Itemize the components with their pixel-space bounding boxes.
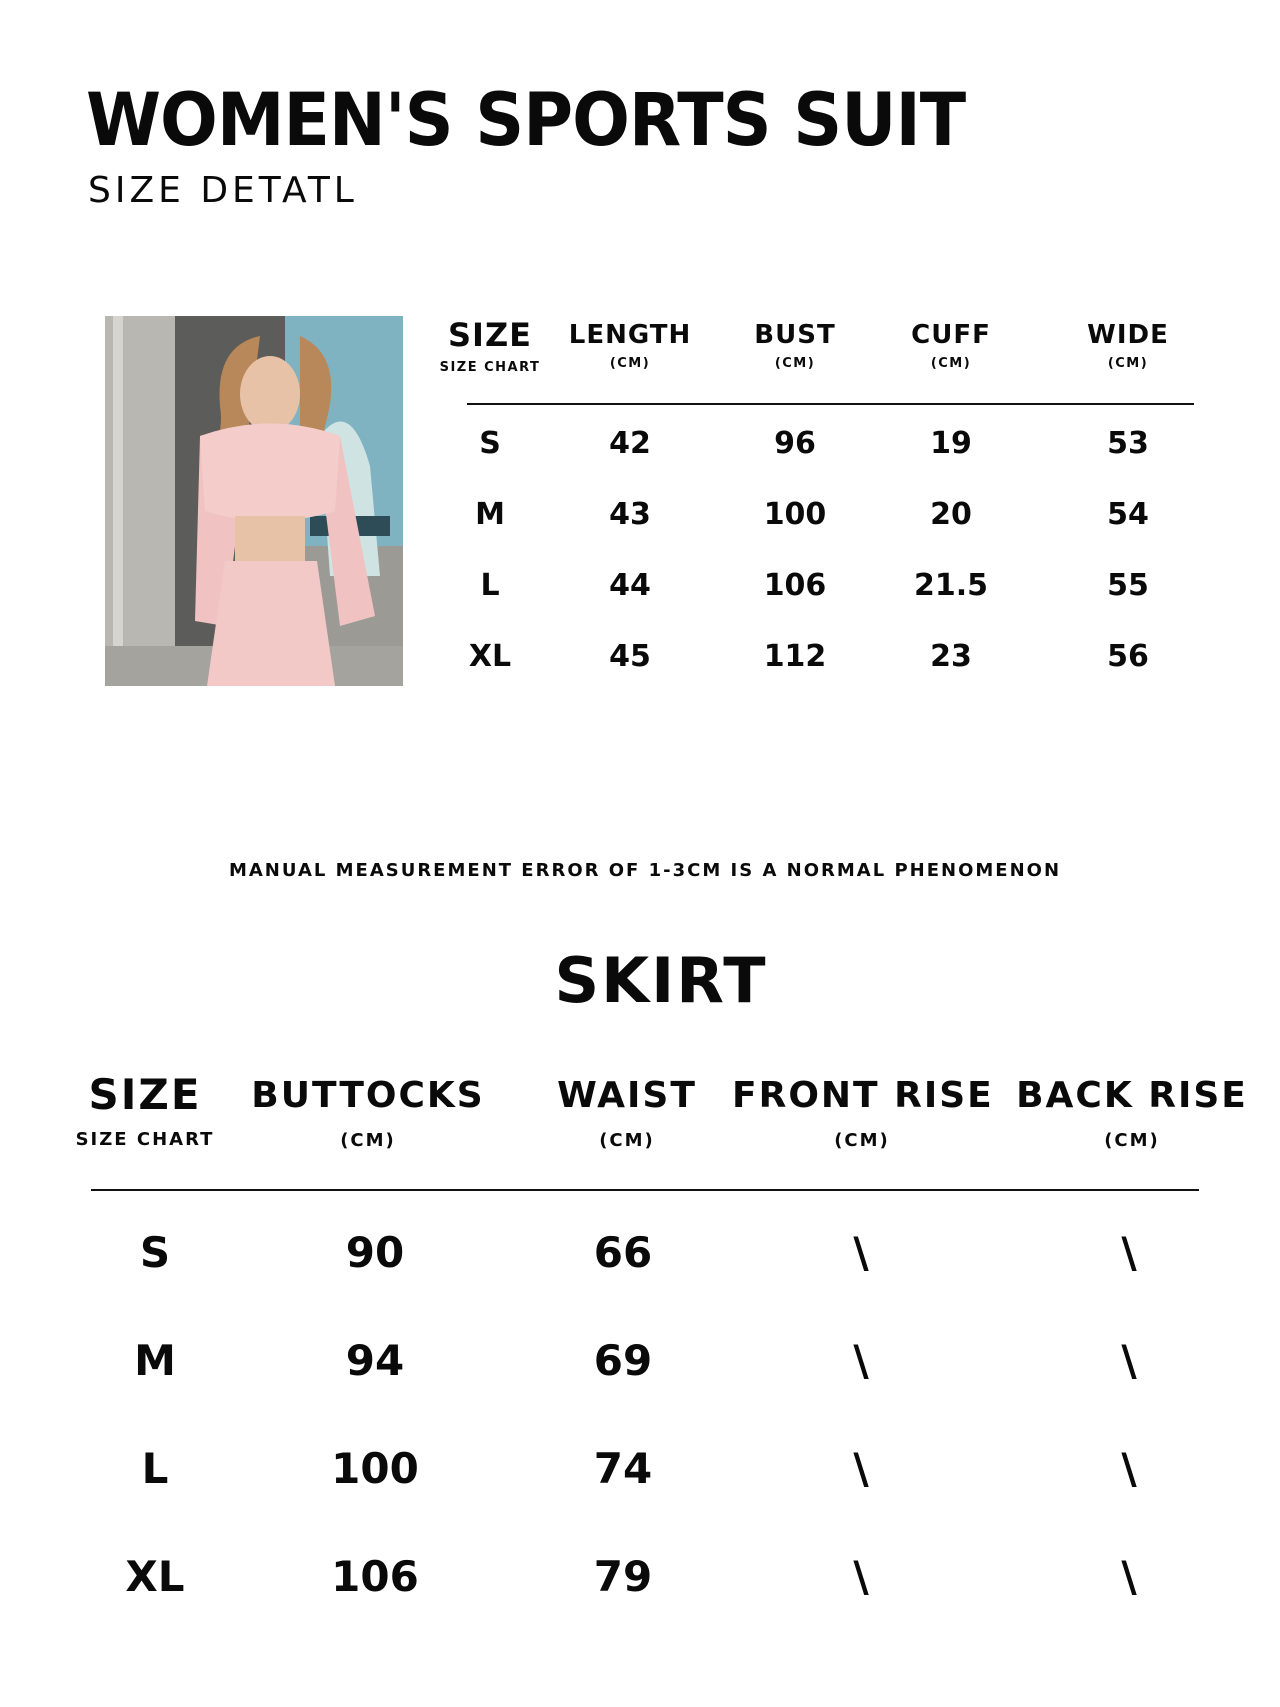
skirt-cell-m-back-rise: \ [1121,1336,1137,1385]
skirt-header-buttocks [238,1075,498,1151]
skirt-header-size-sub: SIZE CHART [75,1129,215,1150]
top-cell-l-size: L [480,568,500,603]
skirt-header-back-rise-sub: (CM) [1104,1130,1160,1151]
page-subtitle: SIZE DETATL [88,170,358,211]
skirt-header-back-rise-label: BACK RISE [1016,1075,1248,1116]
top-cell-s-bust: 96 [774,426,816,461]
top-cell-xl-wide: 56 [1107,639,1149,674]
skirt-header-front-rise [732,1075,992,1151]
skirt-header-front-rise-label: FRONT RISE [732,1075,994,1116]
skirt-header-buttocks-label: BUTTOCKS [251,1075,485,1116]
skirt-cell-s-back-rise: \ [1121,1228,1137,1277]
skirt-cell-s-buttocks: 90 [345,1228,405,1277]
top-cell-m-cuff: 20 [930,497,972,532]
skirt-cell-l-size: L [141,1444,169,1493]
skirt-title: SKIRT [554,944,768,1017]
skirt-cell-m-buttocks: 94 [345,1336,405,1385]
top-cell-s-cuff: 19 [930,426,972,461]
top-cell-xl-size: XL [468,639,512,674]
top-header-wide-sub: (CM) [1107,356,1149,371]
skirt-header-back-rise [1002,1075,1262,1151]
skirt-table-divider [91,1189,1199,1191]
measurement-note: MANUAL MEASUREMENT ERROR OF 1-3CM IS A NORMAL PHENOMENON [228,860,1062,881]
skirt-header-front-rise-sub: (CM) [834,1130,890,1151]
skirt-cell-m-waist: 69 [593,1336,653,1385]
top-cell-xl-length: 45 [609,639,651,674]
skirt-cell-l-waist: 74 [593,1444,653,1493]
product-photo-illustration [105,316,403,686]
skirt-cell-s-waist: 66 [593,1228,653,1277]
skirt-cell-s-size: S [139,1228,171,1277]
top-header-size-sub: SIZE CHART [439,360,541,375]
top-table-divider [467,403,1194,405]
skirt-header-buttocks-sub: (CM) [340,1130,396,1151]
top-header-cuff-sub: (CM) [930,356,972,371]
top-cell-l-wide: 55 [1107,568,1149,603]
skirt-cell-xl-size: XL [125,1552,185,1601]
skirt-cell-xl-waist: 79 [593,1552,653,1601]
skirt-cell-m-size: M [134,1336,176,1385]
top-cell-l-length: 44 [609,568,651,603]
skirt-cell-xl-buttocks: 106 [331,1552,419,1601]
top-header-wide-label: WIDE [1087,320,1169,350]
top-cell-m-wide: 54 [1107,497,1149,532]
top-cell-m-bust: 100 [763,497,827,532]
skirt-header-waist [517,1075,737,1151]
skirt-header-size-label: SIZE [88,1070,202,1119]
product-photo [105,316,403,686]
skirt-header-size [55,1070,235,1150]
skirt-cell-l-back-rise: \ [1121,1444,1137,1493]
skirt-cell-s-front-rise: \ [853,1228,869,1277]
top-cell-s-size: S [479,426,501,461]
top-header-length-sub: (CM) [609,356,651,371]
top-header-size-label: SIZE [447,316,532,354]
skirt-cell-xl-back-rise: \ [1121,1552,1137,1601]
top-header-length-label: LENGTH [568,320,692,350]
skirt-header-waist-sub: (CM) [599,1130,655,1151]
top-header-bust-label: BUST [754,320,836,350]
skirt-cell-xl-front-rise: \ [853,1552,869,1601]
top-cell-xl-cuff: 23 [930,639,972,674]
top-cell-l-cuff: 21.5 [913,568,989,603]
top-cell-s-length: 42 [609,426,651,461]
top-header-cuff [851,320,1051,371]
top-cell-m-size: M [475,497,505,532]
top-header-wide [1028,320,1228,371]
top-cell-l-bust: 106 [763,568,827,603]
skirt-header-waist-label: WAIST [557,1075,697,1116]
skirt-cell-l-buttocks: 100 [331,1444,419,1493]
page-title: WOMEN'S SPORTS SUIT [86,78,966,164]
top-cell-s-wide: 53 [1107,426,1149,461]
top-header-bust-sub: (CM) [774,356,816,371]
skirt-cell-m-front-rise: \ [853,1336,869,1385]
top-cell-xl-bust: 112 [763,639,827,674]
top-header-cuff-label: CUFF [911,320,991,350]
top-cell-m-length: 43 [609,497,651,532]
skirt-cell-l-front-rise: \ [853,1444,869,1493]
